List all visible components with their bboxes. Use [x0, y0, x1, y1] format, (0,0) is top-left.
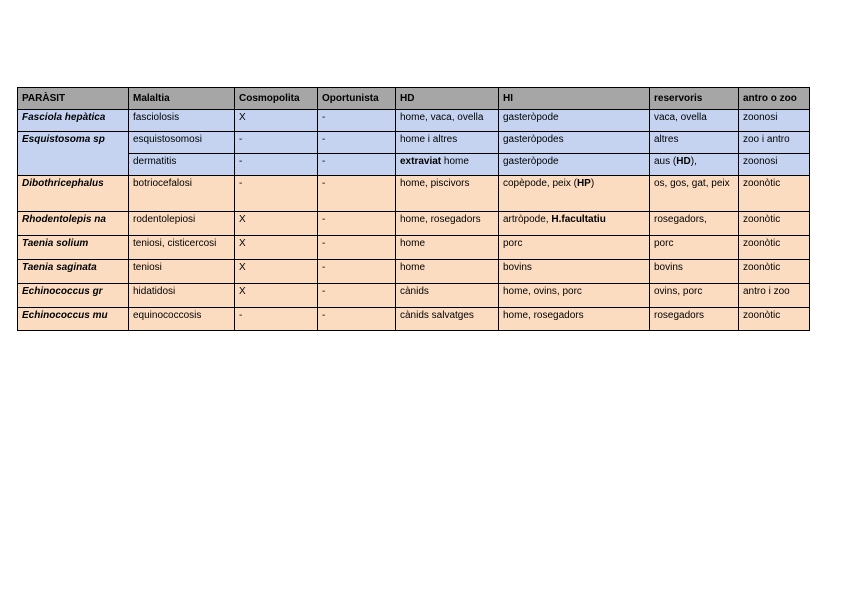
hi-bold-text: H.facultatiu [551, 214, 606, 225]
malaltia-cell: hidatidosi [129, 284, 235, 308]
header-reservoris: reservoris [650, 88, 739, 110]
oportunista-cell: - [318, 154, 396, 176]
res-text-post: ), [690, 156, 697, 167]
antro-zoo-cell: zoonosi [739, 110, 810, 132]
res-text-pre: aus ( [654, 156, 677, 167]
reservoris-cell: os, gos, gat, peix [650, 176, 739, 212]
hi-cell: home, ovins, porc [499, 284, 650, 308]
parasit-cell: Taenia solium [18, 236, 129, 260]
header-hi: HI [499, 88, 650, 110]
parasit-cell: Esquistosoma sp [18, 132, 129, 176]
table-row [18, 236, 810, 260]
malaltia-cell: dermatitis [129, 154, 235, 176]
reservoris-cell: bovins [650, 260, 739, 284]
malaltia-cell: fasciolosis [129, 110, 235, 132]
antro-zoo-cell: zoonòtic [739, 236, 810, 260]
oportunista-cell: - [318, 260, 396, 284]
table-row [18, 308, 810, 331]
table-row [18, 284, 810, 308]
hi-text-pre: copèpode, peix ( [503, 178, 577, 189]
oportunista-cell: - [318, 308, 396, 331]
hi-cell: porc [499, 236, 650, 260]
cosmopolita-cell: X [235, 260, 318, 284]
cosmopolita-cell: X [235, 284, 318, 308]
parasit-cell: Rhodentolepis na [18, 212, 129, 236]
cosmopolita-cell: - [235, 308, 318, 331]
oportunista-cell: - [318, 176, 396, 212]
reservoris-cell: altres [650, 132, 739, 154]
parasit-cell: Taenia saginata [18, 260, 129, 284]
table-row [18, 176, 810, 212]
cosmopolita-cell: X [235, 236, 318, 260]
cosmopolita-cell: X [235, 212, 318, 236]
antro-zoo-cell: zoonòtic [739, 176, 810, 212]
header-antro-zoo: antro o zoo [739, 88, 810, 110]
res-bold-text: HD [676, 156, 691, 167]
hd-cell: home [396, 236, 499, 260]
cosmopolita-cell: - [235, 176, 318, 212]
cosmopolita-cell: - [235, 132, 318, 154]
parasit-cell: Dibothricephalus [18, 176, 129, 212]
oportunista-cell: - [318, 212, 396, 236]
antro-zoo-cell: zoo i antro [739, 132, 810, 154]
cosmopolita-cell: - [235, 154, 318, 176]
header-cosmopolita: Cosmopolita [235, 88, 318, 110]
malaltia-cell: esquistosomosi [129, 132, 235, 154]
parasite-table [17, 87, 810, 331]
hd-cell: home, rosegadors [396, 212, 499, 236]
oportunista-cell: - [318, 284, 396, 308]
hd-cell: cànids [396, 284, 499, 308]
parasit-cell: Echinococcus gr [18, 284, 129, 308]
malaltia-cell: teniosi [129, 260, 235, 284]
table-row [18, 132, 810, 154]
cosmopolita-cell: X [235, 110, 318, 132]
header-hd: HD [396, 88, 499, 110]
reservoris-cell: ovins, porc [650, 284, 739, 308]
header-oportunista: Oportunista [318, 88, 396, 110]
hi-cell: bovins [499, 260, 650, 284]
reservoris-cell: porc [650, 236, 739, 260]
hi-cell: gasteròpodes [499, 132, 650, 154]
reservoris-cell: rosegadors [650, 308, 739, 331]
parasit-cell: Fasciola hepàtica [18, 110, 129, 132]
hd-cell [396, 154, 499, 176]
hi-cell: home, rosegadors [499, 308, 650, 331]
antro-zoo-cell: zoonòtic [739, 212, 810, 236]
reservoris-cell [650, 154, 739, 176]
header-malaltia: Malaltia [129, 88, 235, 110]
hd-cell: cànids salvatges [396, 308, 499, 331]
table-row [18, 154, 810, 176]
reservoris-cell: rosegadors, [650, 212, 739, 236]
hi-text-pre: artròpode, [503, 214, 552, 225]
antro-zoo-cell: antro i zoo [739, 284, 810, 308]
malaltia-cell: teniosi, cisticercosi [129, 236, 235, 260]
malaltia-cell: rodentolepiosi [129, 212, 235, 236]
reservoris-cell: vaca, ovella [650, 110, 739, 132]
table-row [18, 260, 810, 284]
hi-cell: gasteròpode [499, 110, 650, 132]
table-row [18, 212, 810, 236]
hi-text-post: ) [590, 178, 595, 189]
hi-cell [499, 176, 650, 212]
hd-text: home [441, 156, 469, 167]
hd-cell: home, piscivors [396, 176, 499, 212]
hi-cell: gasteròpode [499, 154, 650, 176]
header-parasit: PARÀSIT [18, 88, 129, 110]
hd-cell: home i altres [396, 132, 499, 154]
table-header-row [18, 88, 810, 110]
antro-zoo-cell: zoonòtic [739, 308, 810, 331]
malaltia-cell: botriocefalosi [129, 176, 235, 212]
parasit-cell: Echinococcus mu [18, 308, 129, 331]
oportunista-cell: - [318, 132, 396, 154]
hi-cell [499, 212, 650, 236]
oportunista-cell: - [318, 236, 396, 260]
oportunista-cell: - [318, 110, 396, 132]
antro-zoo-cell: zoonosi [739, 154, 810, 176]
antro-zoo-cell: zoonòtic [739, 260, 810, 284]
hd-cell: home [396, 260, 499, 284]
malaltia-cell: equinococcosis [129, 308, 235, 331]
hd-bold-text: extraviat [400, 156, 442, 167]
hi-bold-text: HP [576, 178, 591, 189]
hd-cell: home, vaca, ovella [396, 110, 499, 132]
table-row [18, 110, 810, 132]
